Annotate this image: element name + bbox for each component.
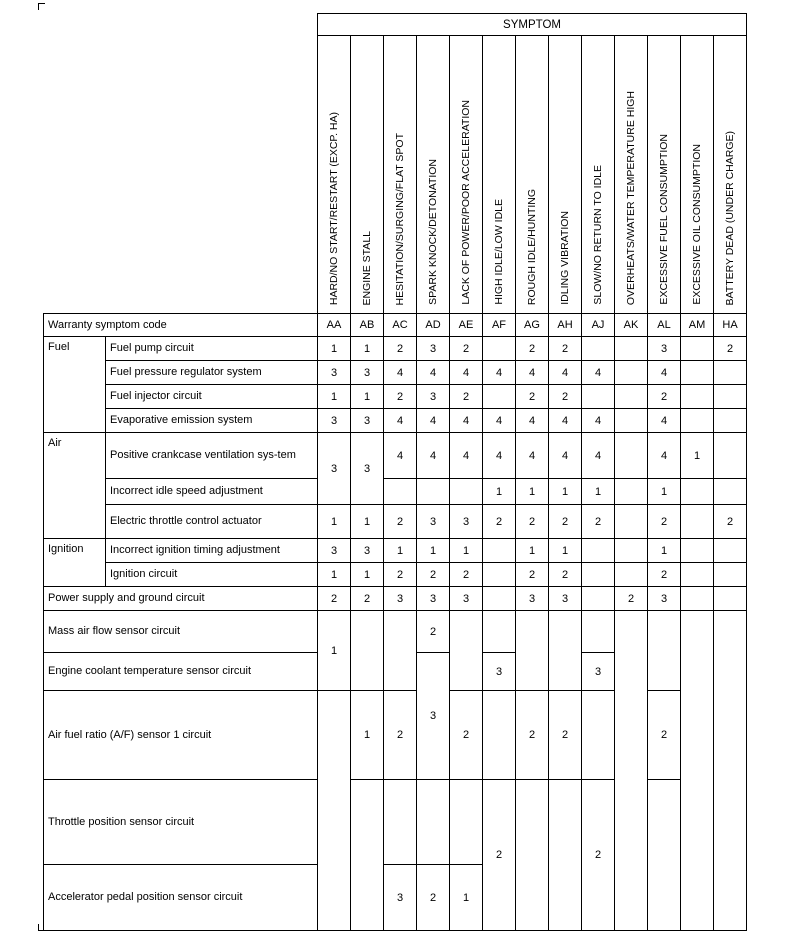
- symptom-value-cell: 4: [483, 409, 516, 433]
- symptom-value-cell: [681, 611, 714, 931]
- warranty-code-al: AL: [648, 314, 681, 337]
- symptom-value-cell: [615, 433, 648, 479]
- symptom-value-cell: [516, 611, 549, 691]
- row-label: Throttle position sensor circuit: [44, 780, 318, 865]
- symptom-value-cell: [681, 479, 714, 505]
- symptom-value-cell: 2: [549, 385, 582, 409]
- symptom-value-cell: 1: [351, 337, 384, 361]
- symptom-value-cell: [714, 539, 747, 563]
- symptom-value-cell: [714, 433, 747, 479]
- symptom-value-cell: 2: [549, 505, 582, 539]
- symptom-value-cell: [615, 409, 648, 433]
- symptom-value-cell: [681, 337, 714, 361]
- symptom-value-cell: [615, 337, 648, 361]
- symptom-value-cell: 4: [648, 409, 681, 433]
- column-header-ae: [450, 36, 483, 314]
- symptom-value-cell: [681, 361, 714, 385]
- column-header-ac: [384, 36, 417, 314]
- warranty-code-label: Warranty symptom code: [44, 314, 318, 337]
- warranty-code-ha: HA: [714, 314, 747, 337]
- row-label: Positive crankcase ventilation sys-tem: [106, 433, 318, 479]
- row-label: Fuel pressure regulator system: [106, 361, 318, 385]
- warranty-code-ab: AB: [351, 314, 384, 337]
- symptom-value-cell: [615, 361, 648, 385]
- symptom-value-cell: 2: [450, 385, 483, 409]
- row-label: Air fuel ratio (A/F) sensor 1 circuit: [44, 691, 318, 780]
- group-label: Ignition: [44, 539, 106, 587]
- column-header-ad: [417, 36, 450, 314]
- symptom-value-cell: [615, 611, 648, 931]
- symptom-value-cell: [351, 780, 384, 931]
- column-header-label: EXCESSIVE OIL CONSUMPTION: [691, 144, 703, 305]
- symptom-value-cell: [582, 611, 615, 653]
- symptom-value-cell: 2: [384, 563, 417, 587]
- symptom-value-cell: 3: [417, 505, 450, 539]
- symptom-diagnosis-table: [43, 13, 747, 931]
- symptom-value-cell: 3: [417, 385, 450, 409]
- crop-mark-top-left-icon: [38, 3, 45, 10]
- symptom-value-cell: [483, 539, 516, 563]
- symptom-value-cell: 4: [582, 361, 615, 385]
- symptom-value-cell: 4: [384, 361, 417, 385]
- column-header-aa: [318, 36, 351, 314]
- symptom-value-cell: 2: [648, 385, 681, 409]
- row-label: Engine coolant temperature sensor circuit: [44, 653, 318, 691]
- table-row: [44, 361, 747, 385]
- symptom-value-cell: 2: [483, 505, 516, 539]
- symptom-value-cell: [549, 611, 582, 691]
- symptom-value-cell: 1: [483, 479, 516, 505]
- symptom-value-cell: [681, 505, 714, 539]
- warranty-code-ag: AG: [516, 314, 549, 337]
- symptom-value-cell: 1: [549, 479, 582, 505]
- symptom-value-cell: [483, 563, 516, 587]
- column-header-am: [681, 36, 714, 314]
- symptom-value-cell: [549, 780, 582, 931]
- symptom-value-cell: 2: [351, 587, 384, 611]
- group-label: Fuel: [44, 337, 106, 433]
- symptom-value-cell: 1: [648, 539, 681, 563]
- symptom-value-cell: 3: [384, 865, 417, 931]
- symptom-value-cell: 3: [384, 587, 417, 611]
- row-label: Mass air flow sensor circuit: [44, 611, 318, 653]
- symptom-value-cell: 3: [318, 539, 351, 563]
- symptom-value-cell: [483, 337, 516, 361]
- symptom-value-cell: [318, 691, 351, 931]
- symptom-value-cell: 2: [549, 337, 582, 361]
- symptom-value-cell: 3: [549, 587, 582, 611]
- symptom-value-cell: 1: [417, 539, 450, 563]
- symptom-value-cell: [714, 563, 747, 587]
- symptom-value-cell: 1: [516, 479, 549, 505]
- symptom-value-cell: 2: [516, 505, 549, 539]
- symptom-value-cell: 1: [549, 539, 582, 563]
- symptom-value-cell: [714, 409, 747, 433]
- warranty-code-am: AM: [681, 314, 714, 337]
- symptom-value-cell: 2: [648, 691, 681, 780]
- symptom-value-cell: [714, 611, 747, 931]
- symptom-value-cell: [615, 563, 648, 587]
- symptom-value-cell: 4: [549, 361, 582, 385]
- row-label: Ignition circuit: [106, 563, 318, 587]
- symptom-value-cell: [450, 611, 483, 691]
- symptom-value-cell: 2: [417, 563, 450, 587]
- symptom-value-cell: [615, 505, 648, 539]
- row-label: Power supply and ground circuit: [44, 587, 318, 611]
- symptom-value-cell: 3: [516, 587, 549, 611]
- warranty-code-row: [44, 314, 747, 337]
- symptom-value-cell: [615, 539, 648, 563]
- column-header-ab: [351, 36, 384, 314]
- symptom-value-cell: 3: [417, 653, 450, 780]
- symptom-value-cell: 4: [384, 409, 417, 433]
- symptom-value-cell: 4: [483, 433, 516, 479]
- symptom-value-cell: 4: [549, 433, 582, 479]
- symptom-value-cell: [582, 539, 615, 563]
- symptom-value-cell: 3: [450, 587, 483, 611]
- symptom-value-cell: 2: [417, 865, 450, 931]
- symptom-value-cell: 3: [483, 653, 516, 691]
- column-header-ha: [714, 36, 747, 314]
- symptom-header-row: [44, 14, 747, 36]
- symptom-value-cell: 2: [582, 505, 615, 539]
- symptom-value-cell: [582, 563, 615, 587]
- warranty-code-af: AF: [483, 314, 516, 337]
- symptom-value-cell: 2: [549, 563, 582, 587]
- symptom-value-cell: 3: [318, 433, 351, 505]
- symptom-value-cell: [417, 479, 450, 505]
- symptom-value-cell: [450, 780, 483, 865]
- symptom-value-cell: [384, 611, 417, 691]
- symptom-value-cell: 1: [351, 691, 384, 780]
- column-header-label: HARD/NO START/RESTART (EXCP. HA): [328, 111, 340, 305]
- symptom-value-cell: 2: [648, 563, 681, 587]
- row-label: Accelerator pedal position sensor circuit: [44, 865, 318, 931]
- column-header-label: LACK OF POWER/POOR ACCELERATION: [460, 100, 472, 305]
- symptom-value-cell: 4: [417, 433, 450, 479]
- symptom-value-cell: [648, 611, 681, 691]
- symptom-value-cell: [681, 587, 714, 611]
- warranty-code-ak: AK: [615, 314, 648, 337]
- column-header-label: EXCESSIVE FUEL CONSUMPTION: [658, 134, 670, 305]
- row-label: Incorrect ignition timing adjustment: [106, 539, 318, 563]
- table-row: [44, 337, 747, 361]
- table-row: [44, 409, 747, 433]
- symptom-value-cell: 2: [516, 563, 549, 587]
- symptom-value-cell: [483, 587, 516, 611]
- symptom-value-cell: [681, 409, 714, 433]
- table-row: [44, 587, 747, 611]
- symptom-value-cell: 1: [681, 433, 714, 479]
- symptom-value-cell: 3: [417, 587, 450, 611]
- symptom-value-cell: 1: [384, 539, 417, 563]
- symptom-value-cell: [582, 587, 615, 611]
- symptom-value-cell: [417, 780, 450, 865]
- column-header-label: SPARK KNOCK/DETONATION: [427, 159, 439, 305]
- symptom-value-cell: [582, 691, 615, 780]
- row-label: Electric throttle control actuator: [106, 505, 318, 539]
- symptom-value-cell: 1: [351, 385, 384, 409]
- header-spacer: [44, 14, 318, 314]
- warranty-code-aj: AJ: [582, 314, 615, 337]
- symptom-value-cell: 3: [351, 539, 384, 563]
- column-header-ak: [615, 36, 648, 314]
- symptom-value-cell: [714, 385, 747, 409]
- symptom-header: SYMPTOM: [318, 14, 747, 36]
- symptom-value-cell: 1: [318, 505, 351, 539]
- symptom-value-cell: [615, 385, 648, 409]
- symptom-value-cell: [351, 611, 384, 691]
- symptom-value-cell: 2: [549, 691, 582, 780]
- symptom-value-cell: 2: [516, 385, 549, 409]
- column-header-label: HESITATION/SURGING/FLAT SPOT: [394, 132, 406, 305]
- table-row: [44, 433, 747, 479]
- column-header-label: ROUGH IDLE/HUNTING: [526, 188, 538, 305]
- symptom-value-cell: 4: [582, 409, 615, 433]
- symptom-value-cell: 4: [450, 361, 483, 385]
- symptom-value-cell: 1: [582, 479, 615, 505]
- column-header-aj: [582, 36, 615, 314]
- symptom-value-cell: 2: [714, 505, 747, 539]
- table-row: [44, 505, 747, 539]
- symptom-value-cell: [714, 479, 747, 505]
- symptom-value-cell: 3: [351, 361, 384, 385]
- symptom-value-cell: 3: [351, 409, 384, 433]
- symptom-value-cell: 4: [582, 433, 615, 479]
- symptom-value-cell: 2: [417, 611, 450, 653]
- table-row: [44, 563, 747, 587]
- symptom-value-cell: 4: [450, 409, 483, 433]
- symptom-value-cell: 4: [516, 433, 549, 479]
- symptom-value-cell: 1: [318, 563, 351, 587]
- symptom-value-cell: 3: [351, 433, 384, 505]
- symptom-value-cell: [615, 479, 648, 505]
- column-header-ag: [516, 36, 549, 314]
- column-header-label: ENGINE STALL: [361, 230, 373, 305]
- symptom-value-cell: 4: [648, 361, 681, 385]
- symptom-value-cell: 2: [384, 337, 417, 361]
- symptom-value-cell: 2: [483, 780, 516, 931]
- symptom-value-cell: 2: [450, 337, 483, 361]
- symptom-value-cell: 2: [648, 505, 681, 539]
- symptom-value-cell: 1: [450, 539, 483, 563]
- symptom-value-cell: 4: [549, 409, 582, 433]
- symptom-value-cell: 2: [714, 337, 747, 361]
- symptom-value-cell: 3: [648, 587, 681, 611]
- table-row: [44, 385, 747, 409]
- symptom-value-cell: 4: [648, 433, 681, 479]
- row-label: Incorrect idle speed adjustment: [106, 479, 318, 505]
- table-row: [44, 539, 747, 563]
- symptom-value-cell: 4: [483, 361, 516, 385]
- symptom-value-cell: 1: [351, 505, 384, 539]
- symptom-value-cell: 4: [417, 409, 450, 433]
- symptom-value-cell: [648, 780, 681, 931]
- symptom-value-cell: 2: [450, 691, 483, 780]
- symptom-value-cell: 1: [450, 865, 483, 931]
- symptom-value-cell: 1: [318, 611, 351, 691]
- warranty-code-ac: AC: [384, 314, 417, 337]
- column-header-al: [648, 36, 681, 314]
- symptom-value-cell: 3: [582, 653, 615, 691]
- table-row: [44, 479, 747, 505]
- symptom-value-cell: [483, 385, 516, 409]
- symptom-value-cell: [582, 385, 615, 409]
- symptom-value-cell: 4: [516, 409, 549, 433]
- symptom-value-cell: 2: [450, 563, 483, 587]
- symptom-value-cell: 1: [318, 385, 351, 409]
- symptom-value-cell: 1: [516, 539, 549, 563]
- symptom-value-cell: 4: [417, 361, 450, 385]
- warranty-code-ah: AH: [549, 314, 582, 337]
- warranty-code-aa: AA: [318, 314, 351, 337]
- symptom-value-cell: [681, 385, 714, 409]
- row-label: Fuel pump circuit: [106, 337, 318, 361]
- symptom-value-cell: 4: [516, 361, 549, 385]
- column-header-ah: [549, 36, 582, 314]
- symptom-value-cell: 2: [516, 691, 549, 780]
- symptom-value-cell: 3: [450, 505, 483, 539]
- column-header-label: IDLING VIBRATION: [559, 211, 571, 305]
- column-header-label: OVERHEATS/WATER TEMPERATURE HIGH: [625, 90, 637, 305]
- symptom-value-cell: 2: [516, 337, 549, 361]
- group-label: Air: [44, 433, 106, 539]
- column-header-af: [483, 36, 516, 314]
- symptom-value-cell: 1: [648, 479, 681, 505]
- table-row: [44, 611, 747, 653]
- symptom-value-cell: [714, 361, 747, 385]
- column-header-label: BATTERY DEAD (UNDER CHARGE): [724, 130, 737, 305]
- symptom-value-cell: 3: [648, 337, 681, 361]
- symptom-value-cell: 1: [351, 563, 384, 587]
- warranty-code-ad: AD: [417, 314, 450, 337]
- symptom-value-cell: [450, 479, 483, 505]
- symptom-value-cell: [582, 337, 615, 361]
- symptom-value-cell: 2: [384, 691, 417, 780]
- symptom-value-cell: 2: [384, 505, 417, 539]
- symptom-value-cell: 4: [450, 433, 483, 479]
- row-label: Evaporative emission system: [106, 409, 318, 433]
- symptom-value-cell: 1: [318, 337, 351, 361]
- symptom-value-cell: 3: [417, 337, 450, 361]
- symptom-value-cell: [681, 539, 714, 563]
- symptom-value-cell: 2: [384, 385, 417, 409]
- column-header-label: HIGH IDLE/LOW IDLE: [493, 199, 505, 305]
- symptom-value-cell: 2: [615, 587, 648, 611]
- symptom-value-cell: [384, 479, 417, 505]
- warranty-code-ae: AE: [450, 314, 483, 337]
- symptom-value-cell: [483, 691, 516, 780]
- symptom-value-cell: [681, 563, 714, 587]
- symptom-value-cell: [483, 611, 516, 653]
- symptom-value-cell: 4: [384, 433, 417, 479]
- symptom-value-cell: 2: [318, 587, 351, 611]
- symptom-value-cell: [384, 780, 417, 865]
- symptom-value-cell: 2: [582, 780, 615, 931]
- symptom-value-cell: [516, 780, 549, 931]
- symptom-value-cell: 3: [318, 409, 351, 433]
- symptom-value-cell: 3: [318, 361, 351, 385]
- symptom-value-cell: [714, 587, 747, 611]
- row-label: Fuel injector circuit: [106, 385, 318, 409]
- column-header-label: SLOW/NO RETURN TO IDLE: [592, 165, 604, 305]
